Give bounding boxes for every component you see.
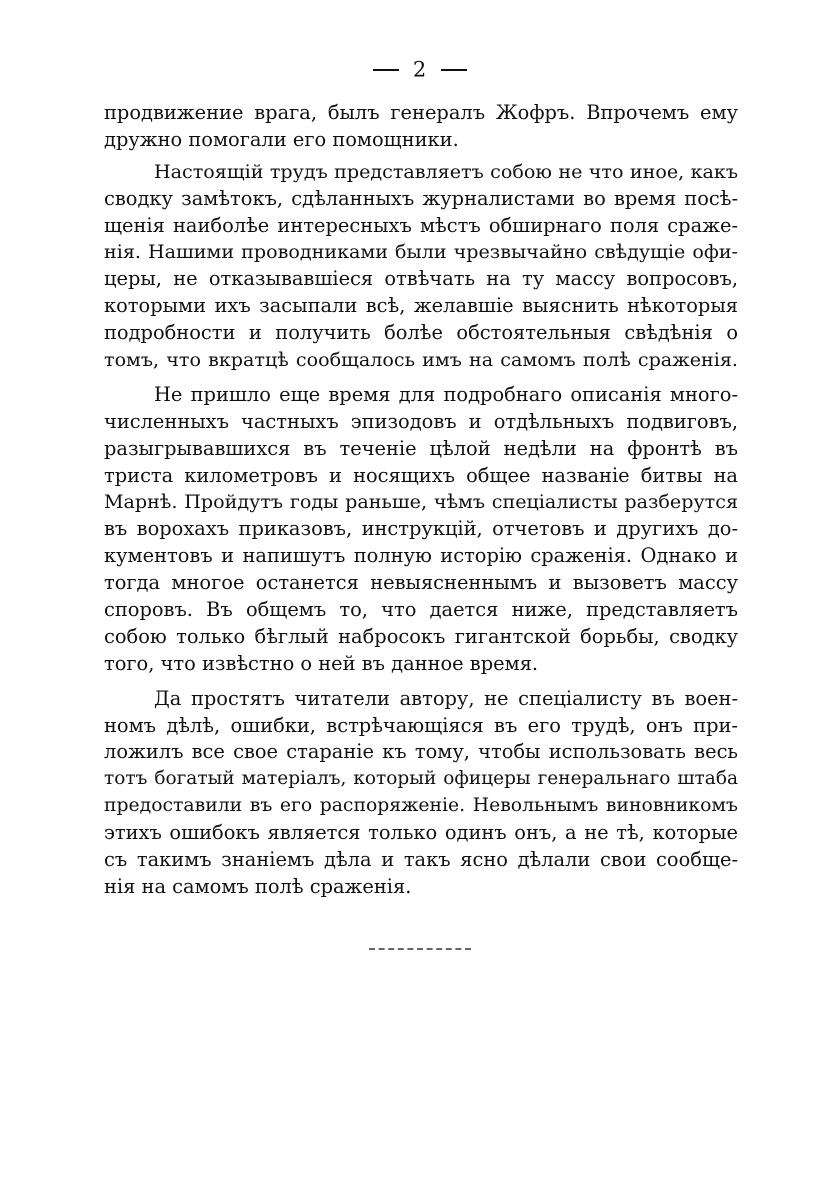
header-left-dash bbox=[373, 69, 399, 71]
text-line: разыгрывавшихся въ теченіе цѣлой недѣли на фронтѣ въ bbox=[104, 436, 738, 460]
paragraph bbox=[104, 100, 738, 154]
text-line: того, что извѣстно о ней въ данное время. bbox=[104, 651, 539, 675]
section-separator bbox=[0, 935, 840, 954]
text-line: споровъ. Въ общемъ то, что дается ниже, представляетъ bbox=[104, 598, 738, 622]
header-right-dash bbox=[441, 69, 467, 71]
text-line: подробности и получить болѣе обстоятельныя свѣдѣнія о bbox=[104, 321, 738, 345]
text-line: численныхъ частныхъ эпизодовъ и отдѣльныхъ подвиговъ, bbox=[104, 409, 738, 433]
paragraph bbox=[104, 159, 738, 374]
text-line: съ такимъ знаніемъ дѣла и такъ ясно дѣлали свои сообще- bbox=[104, 848, 738, 872]
text-line: номъ дѣлѣ, ошибки, встрѣчающіяся въ его трудѣ, онъ при- bbox=[104, 713, 738, 737]
text-line: триста километровъ и носящихъ общее названіе битвы на bbox=[104, 463, 738, 487]
text-line: дружно помогали его помощники. bbox=[104, 127, 459, 151]
text-line: тотъ богатый матеріалъ, который офицеры генеральнаго штаба bbox=[104, 768, 738, 790]
text-line: Настоящій трудъ представляетъ собою не что иное, какъ bbox=[154, 159, 738, 183]
text-line: сводку замѣтокъ, сдѣланныхъ журналистами во время посѣ- bbox=[104, 186, 738, 210]
text-line: щенія наиболѣе интересныхъ мѣстъ обширнаго поля сраже- bbox=[104, 213, 738, 237]
text-line: этихъ ошибокъ является только одинъ онъ, а не тѣ, которые bbox=[104, 821, 738, 845]
text-line: нія на самомъ полѣ сраженія. bbox=[104, 874, 412, 898]
text-line: Да простятъ читатели автору, не спеціалисту въ воен- bbox=[154, 686, 738, 710]
text-line: ложилъ все свое стараніе къ тому, чтобы использовать весь bbox=[104, 740, 738, 764]
text-line: собою только бѣглый набросокъ гигантской борьбы, сводку bbox=[104, 624, 738, 648]
body-text bbox=[104, 100, 738, 909]
text-line: Не пришло еще время для подробнаго описанія много- bbox=[154, 382, 738, 406]
text-line: предоставили въ его распоряженіе. Невольнымъ виновникомъ bbox=[104, 795, 738, 817]
paragraph bbox=[104, 382, 738, 678]
page-number: 2 bbox=[412, 57, 428, 82]
text-line: нія. Нашими проводниками были чрезвычайно свѣдущіе офи- bbox=[104, 240, 738, 264]
text-line: продвижение врага, былъ генералъ Жофръ. Впрочемъ ему bbox=[104, 101, 738, 124]
text-line: тогда многое останется невыясненнымъ и вызоветъ массу bbox=[104, 571, 738, 595]
page-header bbox=[0, 56, 840, 82]
separator-rule bbox=[369, 948, 471, 950]
text-line: которыми ихъ засыпали всѣ, желавшіе выяснить нѣкоторыя bbox=[104, 294, 738, 318]
text-line: томъ, что вкратцѣ сообщалось имъ на самомъ полѣ сраженія. bbox=[104, 348, 738, 372]
text-line: въ ворохахъ приказовъ, инструкцій, отчетовъ и другихъ до- bbox=[104, 517, 738, 541]
paragraph bbox=[104, 686, 738, 901]
text-line: церы, не отказывавшіеся отвѣчать на ту массу вопросовъ, bbox=[104, 267, 738, 291]
text-line: Марнѣ. Пройдутъ годы раньше, чѣмъ спеціалисты разберутся bbox=[104, 490, 738, 514]
text-line: кументовъ и напишутъ полную исторію сраженія. Однако и bbox=[104, 544, 738, 568]
